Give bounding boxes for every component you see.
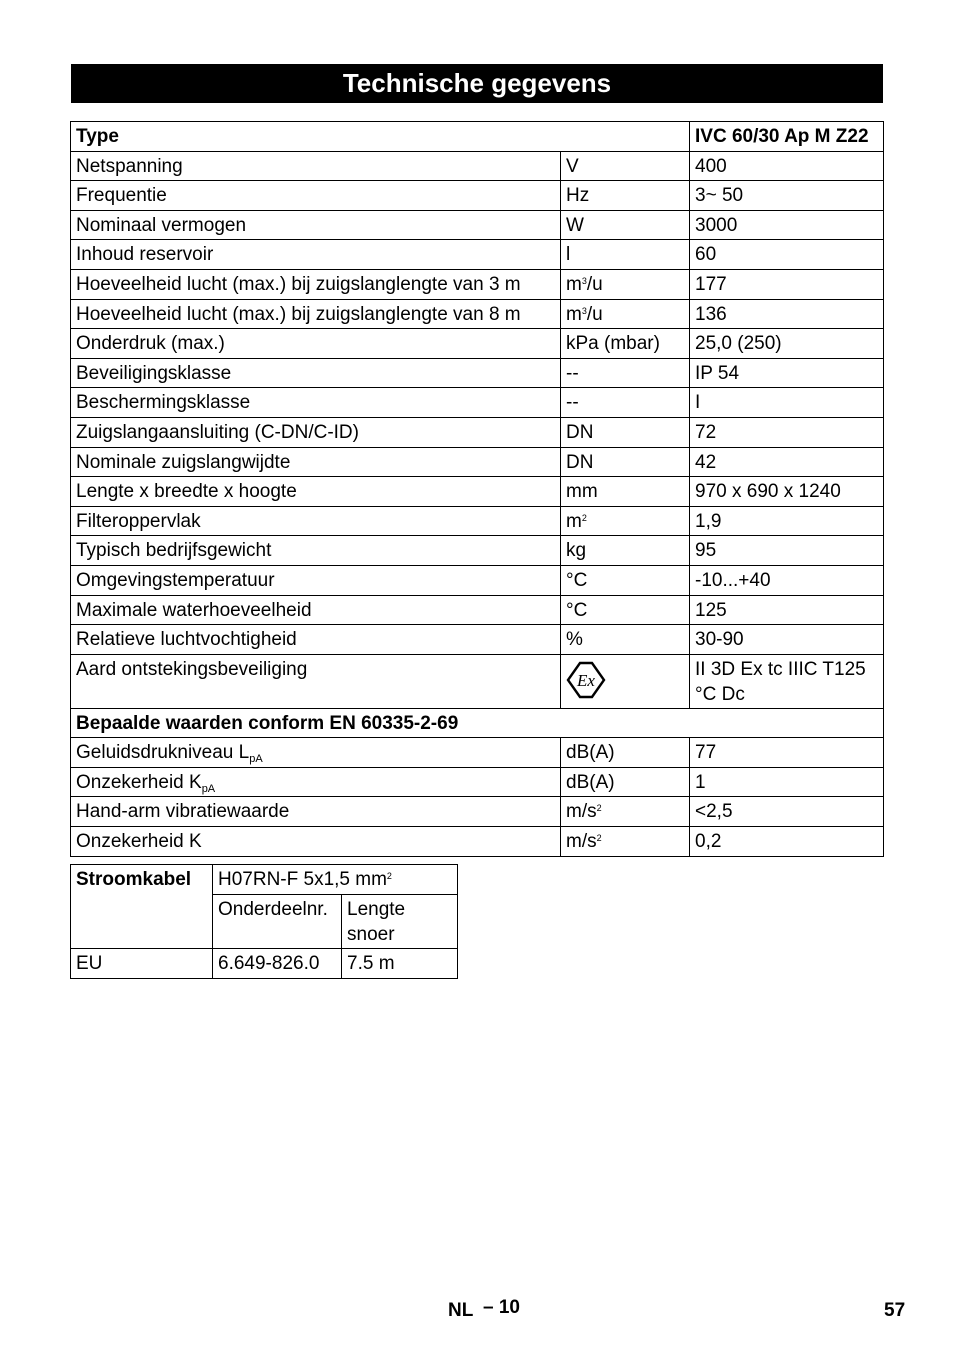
spec-value: 970 x 690 x 1240 — [690, 477, 884, 507]
spec-unit: DN — [561, 417, 690, 447]
spec-value: 60 — [690, 240, 884, 270]
spec-value: 30-90 — [690, 625, 884, 655]
table-row — [71, 506, 884, 536]
table-row — [71, 269, 884, 299]
table-row — [71, 738, 884, 768]
cable-length-header — [342, 895, 458, 949]
spec-label: Onzekerheid K — [71, 827, 561, 857]
spec-label: Zuigslangaansluiting (C-DN/C-ID) — [71, 417, 561, 447]
svg-text:Ex: Ex — [577, 670, 595, 690]
spec-unit: kPa (mbar) — [561, 329, 690, 359]
table-row — [71, 358, 884, 388]
table-row — [71, 949, 458, 979]
spec-value: 42 — [690, 447, 884, 477]
spec-label: Nominale zuigslangwijdte — [71, 447, 561, 477]
length-header-line-1: Lengte — [347, 899, 406, 920]
spec-unit — [561, 269, 690, 299]
page-title: Technische gegevens — [71, 64, 883, 103]
spec-unit: -- — [561, 358, 690, 388]
table-row — [71, 477, 884, 507]
spec-unit: kg — [561, 536, 690, 566]
table-row — [71, 210, 884, 240]
table-row — [71, 827, 884, 857]
unit-superscript: 2 — [596, 833, 602, 844]
cable-type — [213, 865, 458, 895]
spec-unit: % — [561, 625, 690, 655]
spec-label: Hoeveelheid lucht (max.) bij zuigslanglengte van 8 m — [71, 299, 561, 329]
spec-value: 400 — [690, 151, 884, 181]
spec-label: Beveiligingsklasse — [71, 358, 561, 388]
cable-label: Stroomkabel — [71, 865, 213, 949]
section-title: Bepaalde waarden conform EN 60335-2-69 — [71, 708, 884, 738]
unit-base: m/s — [566, 801, 597, 823]
spec-value: -10...+40 — [690, 565, 884, 595]
table-row — [71, 767, 884, 797]
table-row — [71, 240, 884, 270]
page-number: 57 — [884, 1300, 906, 1321]
spec-unit: dB(A) — [561, 738, 690, 768]
unit-base: m — [566, 273, 582, 295]
spec-label — [71, 767, 561, 797]
label-subscript: pA — [201, 782, 216, 795]
footer-page-marker: – 10 — [483, 1297, 520, 1318]
table-row — [71, 329, 884, 359]
spec-value: IP 54 — [690, 358, 884, 388]
cable-length: 7.5 m — [342, 949, 458, 979]
spec-unit: Hz — [561, 181, 690, 211]
table-row — [71, 595, 884, 625]
spec-unit — [561, 506, 690, 536]
table-row — [71, 565, 884, 595]
spec-label: Relatieve luchtvochtigheid — [71, 625, 561, 655]
length-header-line-2: snoer — [347, 924, 395, 945]
spec-value: 3~ 50 — [690, 181, 884, 211]
spec-unit — [561, 827, 690, 857]
spec-value: 95 — [690, 536, 884, 566]
spec-unit: -- — [561, 388, 690, 418]
type-header-label: Type — [71, 122, 690, 152]
spec-value: 3000 — [690, 210, 884, 240]
table-row — [71, 417, 884, 447]
ex-symbol-icon — [566, 661, 606, 699]
spec-value: 1,9 — [690, 506, 884, 536]
unit-base: m — [566, 510, 582, 532]
spec-unit: °C — [561, 565, 690, 595]
spec-unit: l — [561, 240, 690, 270]
value-line-2: °C Dc — [695, 683, 745, 705]
table-row — [71, 151, 884, 181]
spec-unit — [561, 299, 690, 329]
unit-superscript: 3 — [581, 275, 587, 286]
spec-unit: mm — [561, 477, 690, 507]
spec-value: <2,5 — [690, 797, 884, 827]
label-base: Onzekerheid K — [76, 771, 202, 793]
spec-label: Netspanning — [71, 151, 561, 181]
cable-table — [70, 864, 458, 979]
spec-label: Inhoud reservoir — [71, 240, 561, 270]
spec-unit: V — [561, 151, 690, 181]
table-row — [71, 625, 884, 655]
table-row — [71, 388, 884, 418]
spec-label: Typisch bedrijfsgewicht — [71, 536, 561, 566]
unit-tail: /u — [586, 303, 603, 325]
spec-label: Onderdruk (max.) — [71, 329, 561, 359]
cable-type-superscript: 2 — [386, 871, 392, 881]
spec-label: Filteroppervlak — [71, 506, 561, 536]
spec-label: Hoeveelheid lucht (max.) bij zuigslanglengte van 3 m — [71, 269, 561, 299]
label-base: Geluidsdrukniveau L — [76, 742, 250, 764]
spec-label: Lengte x breedte x hoogte — [71, 477, 561, 507]
spec-unit — [561, 654, 690, 708]
spec-value — [690, 654, 884, 708]
part-number-header: Onderdeelnr. — [213, 895, 342, 949]
spec-value: 25,0 (250) — [690, 329, 884, 359]
spec-value: 0,2 — [690, 827, 884, 857]
table-row — [71, 797, 884, 827]
cable-part-number: 6.649-826.0 — [213, 949, 342, 979]
spec-unit: °C — [561, 595, 690, 625]
spec-unit: dB(A) — [561, 767, 690, 797]
spec-value: 136 — [690, 299, 884, 329]
spec-label — [71, 738, 561, 768]
label-subscript: pA — [249, 753, 263, 766]
spec-label: Maximale waterhoeveelheid — [71, 595, 561, 625]
unit-tail: /u — [586, 273, 603, 295]
spec-unit: DN — [561, 447, 690, 477]
value-line-1: II 3D Ex tc IIIC T125 — [695, 658, 866, 680]
unit-superscript: 2 — [596, 803, 602, 814]
spec-table — [70, 121, 884, 857]
table-row — [71, 299, 884, 329]
spec-value: I — [690, 388, 884, 418]
unit-superscript: 3 — [581, 305, 587, 316]
spec-value: 125 — [690, 595, 884, 625]
section-header-row — [71, 708, 884, 738]
unit-superscript: 2 — [581, 512, 587, 523]
spec-value: 177 — [690, 269, 884, 299]
spec-unit — [561, 797, 690, 827]
spec-label: Hand-arm vibratiewaarde — [71, 797, 561, 827]
table-row — [71, 181, 884, 211]
spec-label: Aard ontstekingsbeveiliging — [71, 654, 561, 708]
unit-base: m/s — [566, 831, 597, 853]
spec-value: 77 — [690, 738, 884, 768]
table-row — [71, 447, 884, 477]
spec-label: Omgevingstemperatuur — [71, 565, 561, 595]
cable-type-base: H07RN-F 5x1,5 mm — [218, 869, 387, 890]
spec-label: Nominaal vermogen — [71, 210, 561, 240]
table-header-row — [71, 122, 884, 152]
model-name: IVC 60/30 Ap M Z22 — [690, 122, 884, 152]
cable-region: EU — [71, 949, 213, 979]
spec-unit: W — [561, 210, 690, 240]
unit-base: m — [566, 303, 582, 325]
spec-value: 72 — [690, 417, 884, 447]
spec-value: 1 — [690, 767, 884, 797]
table-row — [71, 654, 884, 708]
spec-label: Frequentie — [71, 181, 561, 211]
spec-label: Beschermingsklasse — [71, 388, 561, 418]
footer-language: NL — [448, 1300, 474, 1321]
table-row — [71, 865, 458, 895]
table-row — [71, 536, 884, 566]
